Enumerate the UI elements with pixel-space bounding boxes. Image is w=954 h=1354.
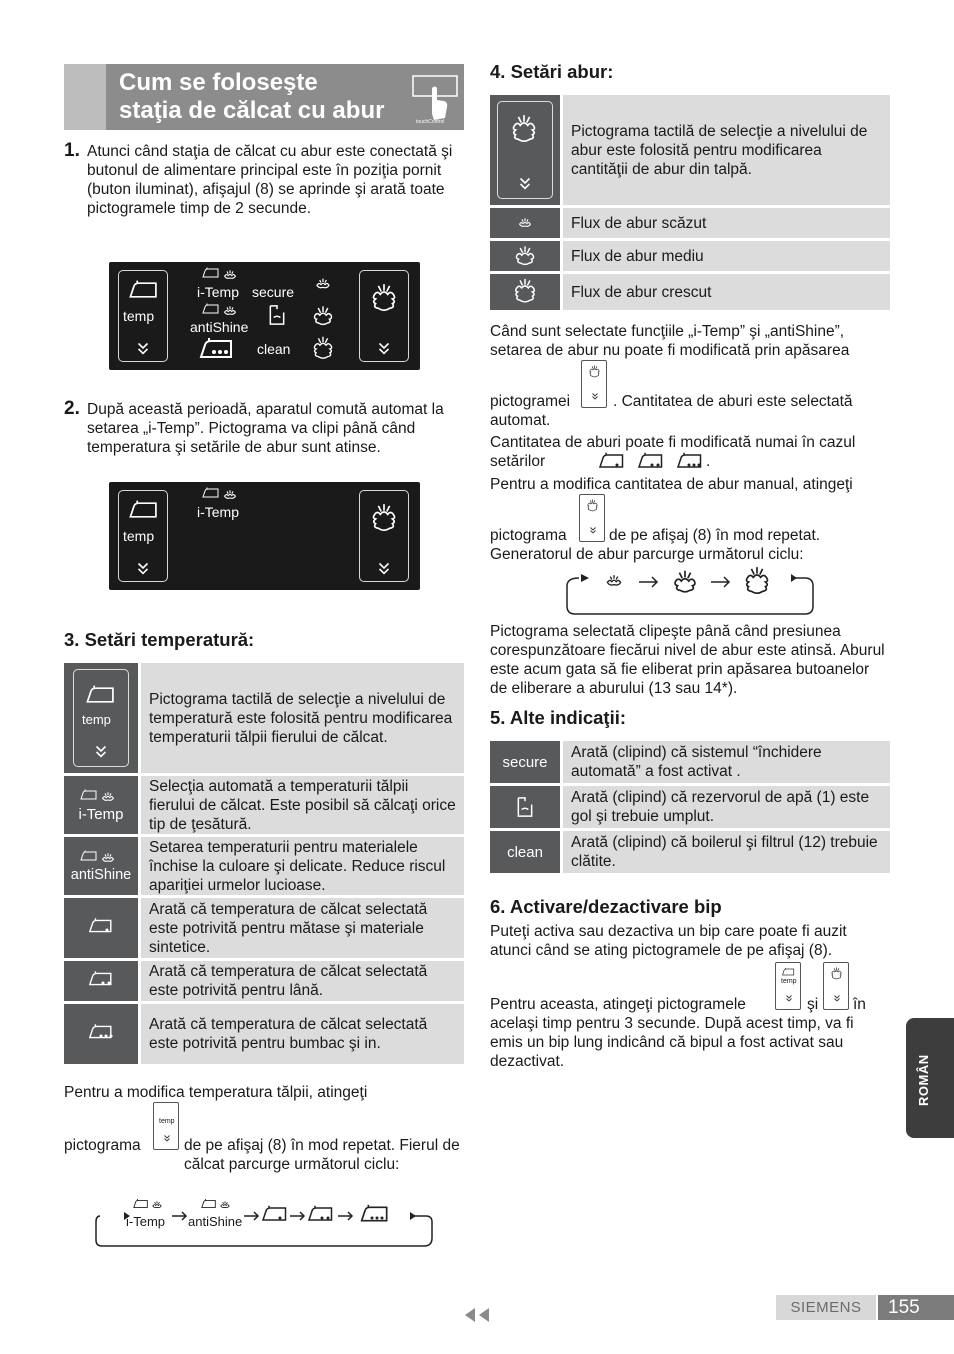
- previous-page-icon[interactable]: [463, 1307, 491, 1328]
- step-text: După această perioadă, aparatul comută automat la setarea „i-Temp”. Pictograma va clipi până când temperatura şi setările de abur sunt atinse.: [87, 401, 444, 456]
- text: Cantitatea de aburi poate fi modificată numai în cazul setărilor: [490, 434, 856, 470]
- step-text: Atunci când staţia de călcat cu abur este conectată şi butonul de alimentare principal este în poziţia pornit (buton iluminat), afişajul (8) se aprinde şi arată toate pictogramele timp de 2 secunde.: [87, 143, 453, 217]
- text: .: [706, 453, 711, 470]
- itemp-label: i-Temp: [126, 1214, 166, 1229]
- table-row: [490, 831, 890, 873]
- steam-low-icon: [516, 214, 534, 232]
- iron-icon: [127, 279, 161, 301]
- chevron-down-icon: [516, 174, 534, 192]
- svg-text:touchControl: touchControl: [416, 119, 445, 124]
- row-text: Arată (clipind) că rezervorul de apă (1) este gol şi trebuie umplut.: [563, 786, 890, 828]
- row-text: Arată că temperatura de călcat selectată este potrivită pentru mătase şi materiale sintetice.: [141, 898, 464, 958]
- table-row: [490, 786, 890, 828]
- itemp-icon: [132, 1198, 172, 1212]
- table-row: [64, 1004, 464, 1064]
- clean-label: clean: [257, 341, 291, 357]
- paragraph: Pentru a modifica cantitatea de abur manual, atingeţi: [490, 476, 853, 493]
- step-number: 2.: [64, 398, 80, 419]
- chevron-down-icon: [375, 559, 393, 577]
- chevron-down-icon: [375, 339, 393, 357]
- antishine-icon: [200, 1198, 240, 1212]
- text: şi: [807, 996, 819, 1013]
- brand-label: SIEMENS: [776, 1295, 876, 1320]
- steam-cycle-diagram: [563, 566, 817, 616]
- temp-label: temp: [123, 308, 155, 324]
- chevron-down-icon: [134, 559, 152, 577]
- itemp-label: i-Temp: [197, 504, 240, 520]
- iron-2dot-icon: [306, 1204, 336, 1224]
- chevron-down-icon: [92, 742, 110, 760]
- steam-high-icon: [311, 336, 335, 362]
- steam-medium-cell: [490, 241, 563, 271]
- display-all-icons: [109, 262, 420, 370]
- text: pictograma: [490, 527, 567, 544]
- row-text: Arată că temperatura de călcat selectată este potrivită pentru lână.: [141, 961, 464, 1001]
- touch-control-icon: [412, 74, 458, 124]
- step-1: [64, 142, 464, 218]
- row-text: Flux de abur mediu: [563, 241, 890, 271]
- antishine-label: antiShine: [190, 319, 249, 335]
- antishine-label: antiShine: [188, 1214, 243, 1229]
- steam-medium-icon: [671, 568, 699, 596]
- antishine-cell: [64, 837, 141, 895]
- temperature-cycle-diagram: [94, 1196, 434, 1248]
- page-title: Cum se foloseşte staţia de călcat cu abur: [119, 69, 385, 124]
- steam-high-icon: [512, 278, 538, 306]
- itemp-label: i-Temp: [78, 805, 124, 823]
- table-row: [64, 663, 464, 773]
- iron-1dot-icon: [87, 917, 115, 935]
- steam-high-icon: [370, 283, 398, 315]
- table-row: [490, 241, 890, 271]
- itemp-icon: [201, 486, 245, 504]
- steam-low-icon: [313, 274, 333, 294]
- itemp-label: i-Temp: [197, 284, 240, 300]
- secure-label: secure: [252, 284, 295, 300]
- text: pictogramei: [490, 393, 571, 410]
- temp-label: temp: [123, 528, 155, 544]
- paragraph: acelaşi timp pentru 3 secunde. După acest timp, va fi emis un bip lung indicând că bipul a fost activat sau dezactivat.: [490, 1015, 854, 1070]
- table-row: [490, 95, 890, 205]
- temp-button-mini-icon: [153, 1102, 179, 1150]
- steam-medium-icon: [311, 304, 335, 328]
- paragraph: . Cantitatea de aburi este selectată automat.: [490, 393, 853, 429]
- steam-button-cell: [490, 95, 563, 205]
- paragraph: [490, 433, 890, 475]
- iron-3dot-icon: [358, 1204, 392, 1224]
- iron-3dot-cell: [64, 1004, 141, 1064]
- paragraph: Pictograma selectată clipeşte până când presiunea corespunzătoare fiecărui nivel de abur este atinsă. Aburul este acum gata să fie eliberat prin apăsarea butoanelor de eliberare a aburului (13 sau 14*).: [490, 623, 885, 697]
- table-row: [64, 837, 464, 895]
- temp-button: [118, 490, 168, 582]
- iron-3dot-icon: [675, 451, 705, 471]
- row-text: Flux de abur scăzut: [563, 208, 890, 238]
- section-heading-beep: 6. Activare/dezactivare bip: [490, 896, 722, 917]
- paragraph: [490, 494, 890, 544]
- row-text: Flux de abur crescut: [563, 274, 890, 310]
- table-row: [64, 898, 464, 958]
- temp-button: [118, 270, 168, 362]
- chevron-down-icon: [784, 993, 794, 1003]
- steam-button-mini-icon: [579, 494, 605, 542]
- row-text: Arată (clipind) că sistemul “închidere automată” a fost activat .: [563, 741, 890, 783]
- iron-1dot-icon: [597, 451, 627, 471]
- chevron-down-icon: [832, 993, 842, 1003]
- steam-button: [359, 490, 409, 582]
- iron-1dot-cell: [64, 898, 141, 958]
- section-heading-temperature: 3. Setări temperatură:: [64, 629, 255, 650]
- steam-high-icon: [510, 114, 538, 146]
- steam-medium-icon: [513, 244, 537, 268]
- iron-icon: [781, 967, 796, 977]
- indicators-table: [490, 738, 890, 876]
- page-number: 155: [878, 1295, 954, 1320]
- iron-icon: [84, 684, 118, 706]
- section-heading-other: 5. Alte indicaţii:: [490, 707, 627, 728]
- text: în: [853, 996, 866, 1013]
- steam-high-icon: [830, 967, 843, 981]
- table-row: [490, 741, 890, 783]
- iron-icon: [127, 499, 161, 521]
- secure-label: secure: [490, 741, 563, 783]
- steam-button-mini-icon: [823, 962, 849, 1010]
- row-text: Pictograma tactilă de selecţie a nivelului de temperatură este folosită pentru modificarea temperaturii tălpii fierului de călcat.: [141, 663, 464, 773]
- paragraph: Când sunt selectate funcţiile „i-Temp” şi „antiShine”, setarea de abur nu poate fi modificată prin apăsarea: [490, 323, 850, 359]
- iron-3dot-icon: [197, 336, 237, 362]
- table-row: [490, 208, 890, 238]
- iron-3dot-icon: [87, 1023, 115, 1041]
- language-tab: [906, 1018, 954, 1138]
- table-row: [64, 961, 464, 1001]
- antishine-icon: [79, 849, 123, 867]
- row-text: Selecţia automată a temperaturii tălpii fierului de călcat. Este posibil să călcaţi orice tip de ţesătură.: [141, 776, 464, 834]
- language-label: ROMÂN: [916, 1054, 931, 1106]
- iron-1dot-icon: [260, 1204, 290, 1224]
- water-tank-icon: [267, 302, 287, 328]
- step-2: [64, 400, 464, 457]
- antishine-label: antiShine: [70, 866, 132, 883]
- temp-label: temp: [781, 978, 797, 985]
- section-heading-steam: 4. Setări abur:: [490, 61, 614, 82]
- water-tank-cell: [490, 786, 563, 828]
- row-text: Arată că temperatura de călcat selectată este potrivită pentru bumbac şi in.: [141, 1004, 464, 1064]
- chevron-down-icon: [162, 1133, 172, 1143]
- display-itemp: [109, 482, 420, 590]
- temperature-table: [64, 660, 464, 1067]
- itemp-icon: [201, 266, 245, 284]
- text: de pe afişaj (8) în mod repetat. Fierul de călcat parcurge următorul ciclu:: [184, 1137, 460, 1173]
- steam-high-icon: [743, 566, 771, 598]
- water-tank-icon: [515, 794, 535, 820]
- step-number: 1.: [64, 140, 80, 161]
- itemp-cell: [64, 776, 141, 834]
- row-text: Pictograma tactilă de selecţie a nivelului de abur este folosită pentru modificarea cantităţii de abur din talpă.: [563, 95, 890, 205]
- section-title-box: [64, 64, 464, 130]
- steam-low-icon: [603, 570, 625, 592]
- temp-label: temp: [82, 712, 111, 727]
- paragraph: Generatorul de abur parcurge următorul ciclu:: [490, 546, 804, 563]
- temp-button-mini-icon: [775, 962, 801, 1010]
- table-row: [490, 274, 890, 310]
- iron-2dot-icon: [636, 451, 666, 471]
- steam-button: [359, 270, 409, 362]
- itemp-icon: [79, 788, 123, 806]
- text: Pentru aceasta, atingeţi pictogramele: [490, 996, 746, 1013]
- chevron-down-icon: [588, 525, 598, 535]
- iron-2dot-cell: [64, 961, 141, 1001]
- paragraph: Pentru a modifica temperatura tălpii, atingeţi: [64, 1084, 368, 1101]
- steam-high-icon: [370, 503, 398, 535]
- steam-high-icon: [588, 365, 601, 379]
- clean-label: clean: [490, 831, 563, 873]
- text: pictograma: [64, 1137, 141, 1154]
- paragraph: Puteţi activa sau dezactiva un bip care poate fi auzit atunci când se ating pictogramele de pe afişaj (8).: [490, 923, 847, 959]
- text: de pe afişaj (8) în mod repetat.: [609, 527, 821, 544]
- chevron-down-icon: [134, 339, 152, 357]
- temp-label: temp: [159, 1118, 175, 1125]
- paragraph: [490, 962, 890, 1012]
- row-text: Setarea temperaturii pentru materialele închise la culoare şi delicate. Reduce riscul apariţiei urmelor lucioase.: [141, 837, 464, 895]
- steam-high-cell: [490, 274, 563, 310]
- steam-low-cell: [490, 208, 563, 238]
- table-row: [64, 776, 464, 834]
- temp-button-cell: [64, 663, 141, 773]
- paragraph: [64, 1102, 464, 1173]
- iron-2dot-icon: [87, 970, 115, 988]
- steam-table: [490, 92, 890, 313]
- title-tab: [64, 64, 106, 130]
- steam-high-icon: [586, 499, 599, 513]
- row-text: Arată (clipind) că boilerul şi filtrul (12) trebuie clătite.: [563, 831, 890, 873]
